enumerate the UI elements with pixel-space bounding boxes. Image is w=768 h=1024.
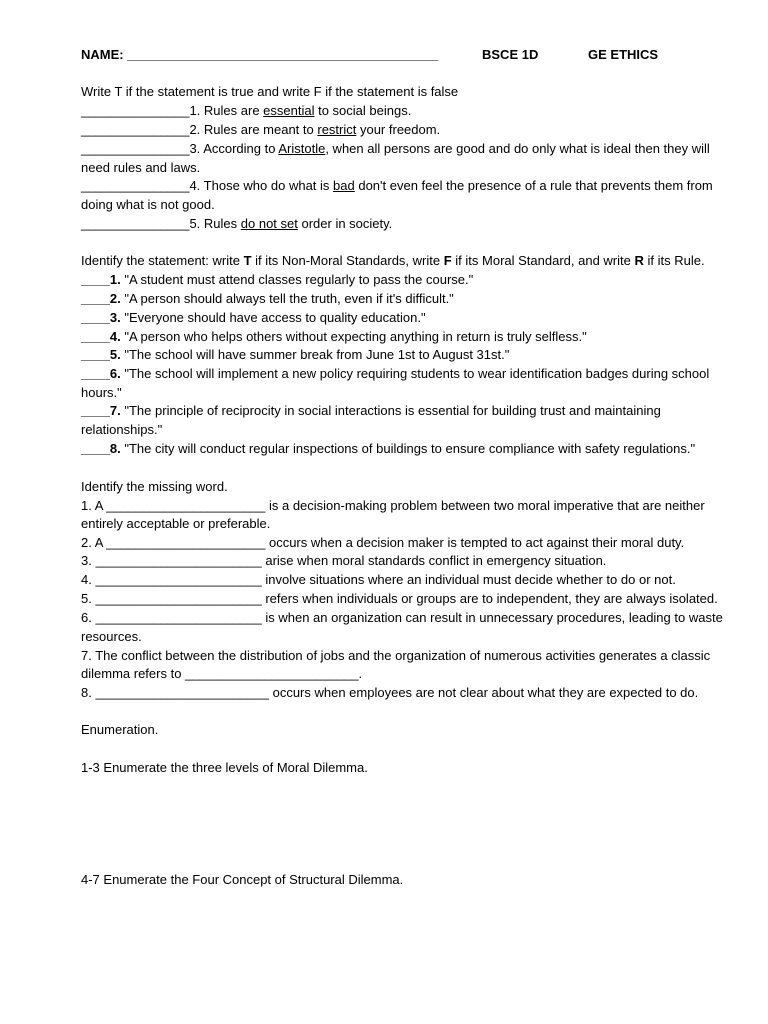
standard-item-6: ____6. "The school will implement a new policy requiring students to wear identification badges during school xyxy=(81,366,710,381)
standard-item-7-continued: relationships." xyxy=(81,422,163,437)
tf-item-2: _______________2. Rules are meant to restrict your freedom. xyxy=(81,122,441,137)
standard-item-7: ____7. "The principle of reciprocity in social interactions is essential for building trust and maintaining xyxy=(81,403,661,418)
standard-item-8: ____8. "The city will conduct regular inspections of buildings to ensure compliance with safety regulations." xyxy=(81,441,696,456)
tf-item-4-continued: doing what is not good. xyxy=(81,197,215,212)
standard-item-4: ____4. "A person who helps others without expecting anything in return is truly selfless." xyxy=(81,329,587,344)
standard-item-5: ____5. "The school will have summer break from June 1st to August 31st." xyxy=(81,347,510,362)
tf-item-3: _______________3. According to Aristotle, when all persons are good and do only what is ideal then they will xyxy=(81,141,710,156)
missing-word-line: resources. xyxy=(81,629,142,644)
missing-word-line: 2. A ______________________ occurs when a decision maker is tempted to act against their moral duty. xyxy=(81,535,685,550)
section4-title: Enumeration. xyxy=(81,722,159,737)
missing-word-line: 3. _______________________ arise when moral standards conflict in emergency situation. xyxy=(81,553,607,568)
enumeration-question-2: 4-7 Enumerate the Four Concept of Structural Dilemma. xyxy=(81,872,404,887)
tf-item-3-continued: need rules and laws. xyxy=(81,160,201,175)
tf-item-1: _______________1. Rules are essential to social beings. xyxy=(81,103,412,118)
subject-label: GE ETHICS xyxy=(588,47,659,62)
standard-item-1: ____1. "A student must attend classes regularly to pass the course." xyxy=(81,272,474,287)
missing-word-line: dilemma refers to ________________________. xyxy=(81,666,363,681)
standard-item-6-continued: hours." xyxy=(81,385,122,400)
name-field-label: NAME: ___________________________________________ xyxy=(81,47,439,62)
section2-instruction: Identify the statement: write T if its Non-Moral Standards, write F if its Moral Standard, and write R if its Rule. xyxy=(81,253,705,268)
missing-word-line: 4. _______________________ involve situations where an individual must decide whether to do or not. xyxy=(81,572,676,587)
standard-item-2: ____2. "A person should always tell the truth, even if it's difficult." xyxy=(81,291,454,306)
missing-word-line: 8. ________________________ occurs when employees are not clear about what they are expected to do. xyxy=(81,685,699,700)
standard-item-3: ____3. "Everyone should have access to quality education." xyxy=(81,310,426,325)
class-label: BSCE 1D xyxy=(482,47,539,62)
tf-item-5: _______________5. Rules do not set order in society. xyxy=(81,216,393,231)
tf-item-4: _______________4. Those who do what is bad don't even feel the presence of a rule that prevents them from xyxy=(81,178,713,193)
missing-word-line: entirely acceptable or preferable. xyxy=(81,516,271,531)
section3-instruction: Identify the missing word. xyxy=(81,479,228,494)
missing-word-line: 6. _______________________ is when an organization can result in unnecessary procedures, leading to waste xyxy=(81,610,723,625)
missing-word-line: 7. The conflict between the distribution of jobs and the organization of numerous activities generates a classic xyxy=(81,648,711,663)
missing-word-line: 1. A ______________________ is a decision-making problem between two moral imperative that are neither xyxy=(81,498,705,513)
section1-instruction: Write T if the statement is true and write F if the statement is false xyxy=(81,84,459,99)
missing-word-line: 5. _______________________ refers when individuals or groups are to independent, they are always isolated. xyxy=(81,591,718,606)
enumeration-question-1: 1-3 Enumerate the three levels of Moral Dilemma. xyxy=(81,760,368,775)
